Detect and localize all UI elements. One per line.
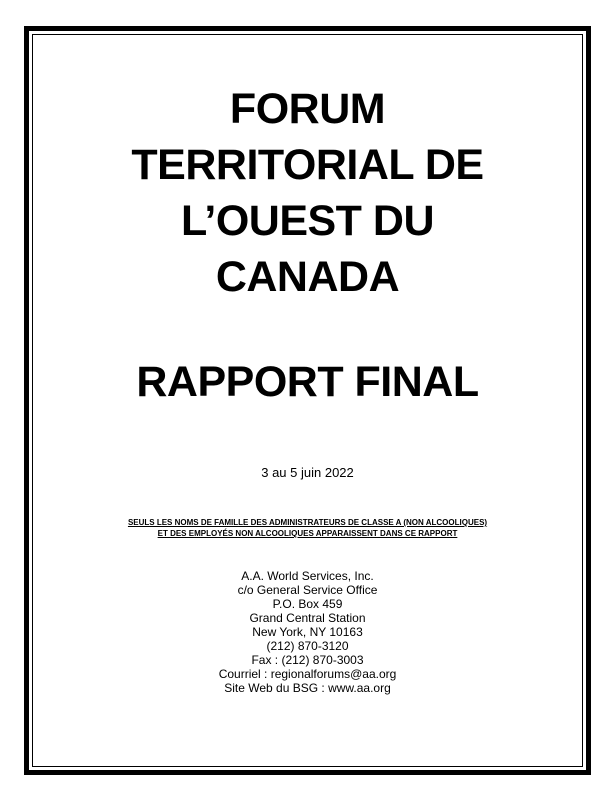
address-line-3: P.O. Box 459 [272, 597, 343, 611]
event-dates: 3 au 5 juin 2022 [261, 465, 354, 480]
title-line-2: TERRITORIAL DE [131, 141, 484, 189]
notice-line-1: SEULS LES NOMS DE FAMILLE DES ADMINISTRATEURS DE CLASSE A (NON ALCOOLIQUES) [127, 518, 488, 527]
title-line-4: CANADA [215, 253, 400, 301]
title-line-3: L’OUEST DU [180, 197, 435, 245]
document-title [32, 81, 583, 305]
contact-address [32, 569, 583, 695]
privacy-notice [32, 517, 583, 539]
address-line-1: A.A. World Services, Inc. [241, 569, 374, 583]
title-line-1: FORUM [229, 85, 386, 133]
address-line-9: Site Web du BSG : www.aa.org [224, 681, 391, 695]
address-line-7: Fax : (212) 870-3003 [251, 653, 364, 667]
notice-line-2: ET DES EMPLOYÉS NON ALCOOLIQUES APPARAISSENT DANS CE RAPPORT [157, 529, 458, 538]
address-line-4: Grand Central Station [249, 611, 366, 625]
address-line-8: Courriel : regionalforums@aa.org [218, 667, 397, 681]
document-subtitle: RAPPORT FINAL [136, 358, 479, 406]
address-line-5: New York, NY 10163 [252, 625, 363, 639]
address-line-2: c/o General Service Office [237, 583, 378, 597]
address-line-6: (212) 870-3120 [266, 639, 349, 653]
